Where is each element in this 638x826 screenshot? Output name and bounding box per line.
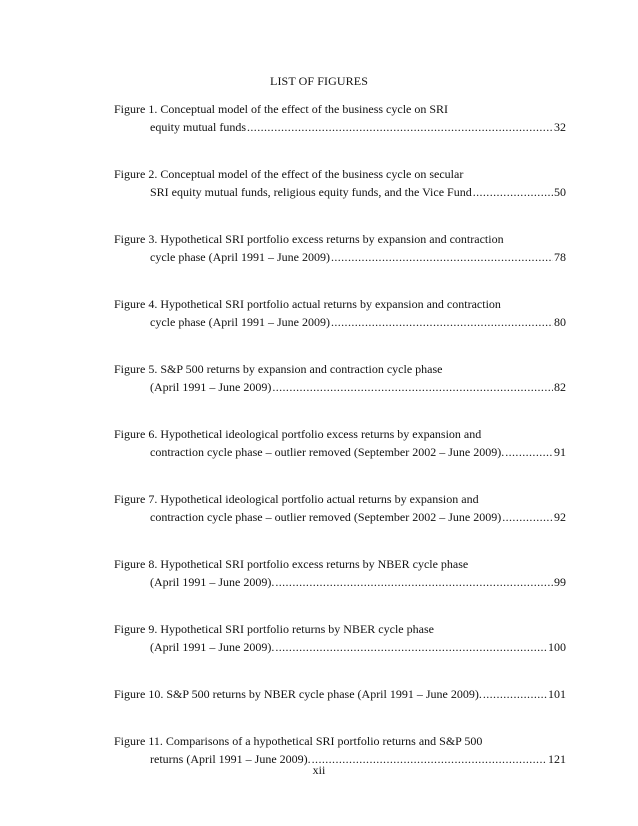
- figure-entry-continuation: equity mutual funds: [150, 120, 246, 134]
- dot-leader: [505, 443, 553, 461]
- figure-entry-continuation: cycle phase (April 1991 – June 2009): [150, 250, 330, 264]
- figure-list: [114, 100, 566, 797]
- dot-leader: [483, 685, 547, 703]
- figure-entry-title: Figure 6. Hypothetical ideological portfolio excess returns by expansion and: [114, 427, 482, 441]
- figure-entry-6[interactable]: [114, 425, 566, 461]
- dot-leader: [275, 573, 553, 591]
- page-footer-number: xii: [312, 763, 326, 777]
- page-number: 80: [554, 315, 566, 329]
- figure-entry-title: Figure 9. Hypothetical SRI portfolio returns by NBER cycle phase: [114, 622, 434, 636]
- figure-entry-4[interactable]: [114, 295, 566, 331]
- figure-entry-continuation: (April 1991 – June 2009).: [150, 575, 275, 589]
- page-number: 100: [548, 640, 566, 654]
- dot-leader: [502, 508, 553, 526]
- figure-entry-8[interactable]: [114, 555, 566, 591]
- figure-entry-continuation: (April 1991 – June 2009).: [150, 640, 275, 654]
- figure-entry-1[interactable]: [114, 100, 566, 136]
- figure-entry-title: Figure 4. Hypothetical SRI portfolio actual returns by expansion and contraction: [114, 297, 501, 311]
- page-number: 50: [554, 185, 566, 199]
- figure-entry-continuation: (April 1991 – June 2009): [150, 380, 272, 394]
- page-title: LIST OF FIGURES: [270, 74, 368, 88]
- figure-entry-continuation: SRI equity mutual funds, religious equity funds, and the Vice Fund: [150, 185, 472, 199]
- page-number: 101: [548, 687, 566, 701]
- figure-entry-continuation: contraction cycle phase – outlier removed (September 2002 – June 2009): [150, 510, 502, 524]
- figure-entry-continuation: cycle phase (April 1991 – June 2009): [150, 315, 330, 329]
- figure-entry-title: Figure 2. Conceptual model of the effect of the business cycle on secular: [114, 167, 464, 181]
- dot-leader: [247, 118, 553, 136]
- figure-entry-7[interactable]: [114, 490, 566, 526]
- figure-entry-title: Figure 1. Conceptual model of the effect of the business cycle on SRI: [114, 102, 449, 116]
- figure-entry-title: Figure 5. S&P 500 returns by expansion and contraction cycle phase: [114, 362, 443, 376]
- dot-leader: [275, 638, 547, 656]
- figure-entry-title: Figure 7. Hypothetical ideological portfolio actual returns by expansion and: [114, 492, 479, 506]
- figure-entry-10[interactable]: [114, 685, 566, 703]
- figure-entry-9[interactable]: [114, 620, 566, 656]
- dot-leader: [473, 183, 553, 201]
- page-number: 91: [554, 445, 566, 459]
- figure-entry-title: Figure 11. Comparisons of a hypothetical SRI portfolio returns and S&P 500: [114, 734, 483, 748]
- figure-entry-5[interactable]: [114, 360, 566, 396]
- figure-entry-title: Figure 8. Hypothetical SRI portfolio excess returns by NBER cycle phase: [114, 557, 469, 571]
- page-number: 78: [554, 250, 566, 264]
- page-number: 82: [554, 380, 566, 394]
- figure-entry-title: Figure 10. S&P 500 returns by NBER cycle phase (April 1991 – June 2009).: [114, 687, 482, 701]
- figure-entry-3[interactable]: [114, 230, 566, 266]
- figure-entry-title: Figure 3. Hypothetical SRI portfolio excess returns by expansion and contraction: [114, 232, 504, 246]
- figure-entry-2[interactable]: [114, 165, 566, 201]
- page-number: 121: [548, 752, 566, 766]
- figure-entry-continuation: returns (April 1991 – June 2009).: [150, 752, 311, 766]
- page-number: 92: [554, 510, 566, 524]
- page-number: 32: [554, 120, 566, 134]
- dot-leader: [272, 378, 553, 396]
- page-number: 99: [554, 575, 566, 589]
- figure-entry-continuation: contraction cycle phase – outlier removed (September 2002 – June 2009).: [150, 445, 505, 459]
- dot-leader: [331, 248, 553, 266]
- dot-leader: [331, 313, 553, 331]
